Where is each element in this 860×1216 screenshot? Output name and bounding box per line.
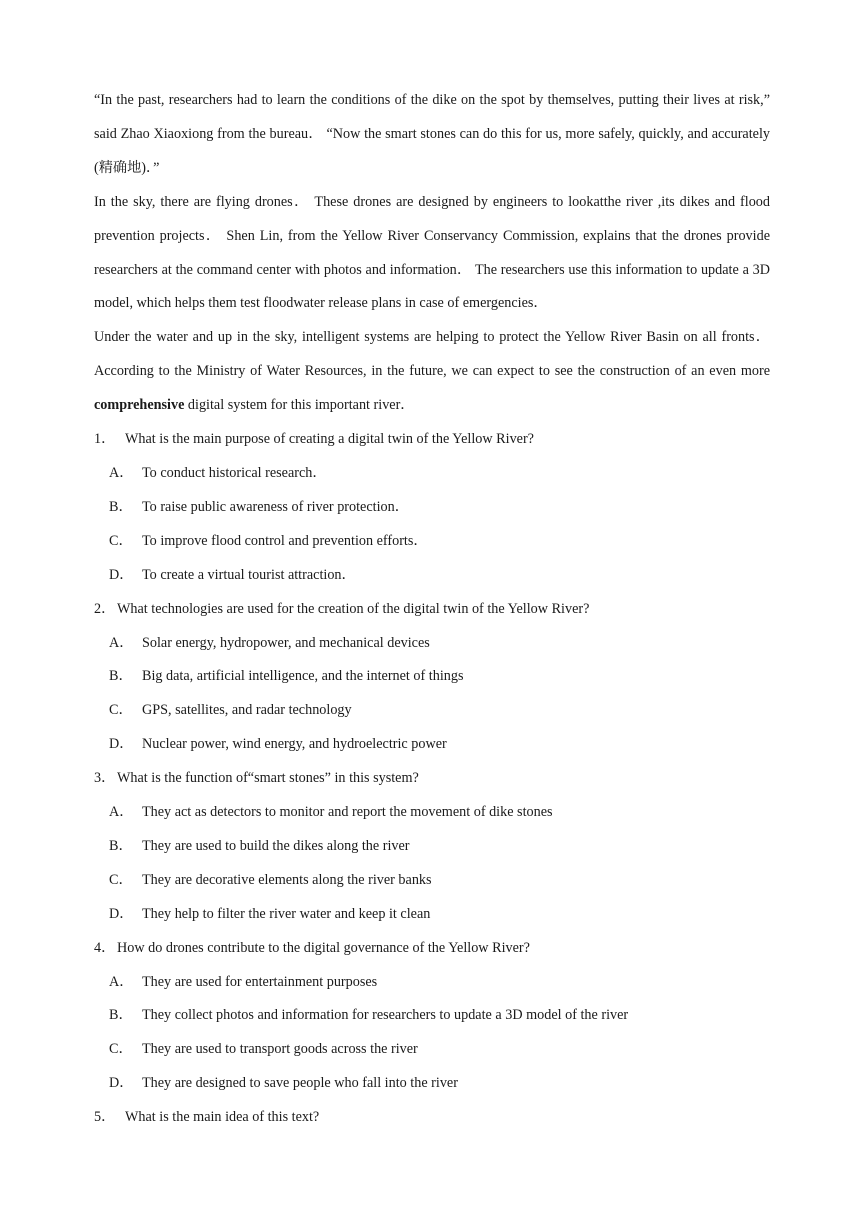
option-letter: C． <box>109 702 133 719</box>
option-letter: C． <box>109 871 133 888</box>
option-2a <box>94 627 770 661</box>
option-text: To improve flood control and prevention efforts． <box>142 532 428 549</box>
option-4d <box>94 1067 770 1101</box>
question-text: What is the function of“smart stones” in this system? <box>117 770 419 787</box>
question-text: How do drones contribute to the digital governance of the Yellow River? <box>117 939 530 956</box>
option-letter: C． <box>109 532 133 549</box>
option-text: GPS, satellites, and radar technology <box>142 702 352 719</box>
option-letter: A． <box>109 973 134 990</box>
option-letter: B． <box>109 668 133 685</box>
option-letter: D． <box>109 905 134 922</box>
paragraph-conclusion-text: Under the water and up in the sky, intelligent systems are helping to protect the Yellow River Basin on all fronts． According to the Ministry of Water Resources, in the future, we can expect to see the construction of an even more <box>94 329 770 380</box>
document-page <box>94 84 770 1135</box>
option-letter: D． <box>109 1075 134 1092</box>
paragraph-drones: In the sky, there are flying drones． These drones are designed by engineers to lookatthe river ,its dikes and flood prevention projects． Shen Lin, from the Yellow River Conservancy Commission, explains that the drones provide researchers at the command center with photos and information． The researchers use this information to update a 3D model, which helps them test floodwater release plans in case of emergencies． <box>94 193 770 312</box>
option-2c <box>94 694 770 728</box>
option-4c <box>94 1033 770 1067</box>
option-text: Nuclear power, wind energy, and hydroelectric power <box>142 736 447 753</box>
option-text: They are used to build the dikes along the river <box>142 837 410 854</box>
question-2 <box>94 593 770 627</box>
question-number: 1． <box>94 431 116 448</box>
option-text: To conduct historical research． <box>142 464 327 481</box>
option-letter: A． <box>109 464 134 481</box>
option-text: Big data, artificial intelligence, and the internet of things <box>142 668 464 685</box>
option-letter: B． <box>109 498 133 515</box>
option-text: They are decorative elements along the river banks <box>142 871 432 888</box>
question-text: What is the main idea of this text? <box>125 1109 320 1126</box>
option-text: To raise public awareness of river protection． <box>142 498 409 515</box>
question-number: 3． <box>94 770 116 787</box>
question-text: What is the main purpose of creating a digital twin of the Yellow River? <box>125 431 534 448</box>
option-text: They collect photos and information for researchers to update a 3D model of the river <box>142 1007 629 1024</box>
paragraph-conclusion-end: digital system for this important river． <box>184 397 415 414</box>
option-2d <box>94 728 770 762</box>
option-2b <box>94 660 770 694</box>
option-letter: D． <box>109 736 134 753</box>
option-1a <box>94 457 770 491</box>
option-letter: C． <box>109 1041 133 1058</box>
question-4 <box>94 932 770 966</box>
option-text: They are used to transport goods across the river <box>142 1041 418 1058</box>
option-text: They help to filter the river water and keep it clean <box>142 905 431 922</box>
option-text: Solar energy, hydropower, and mechanical devices <box>142 634 430 651</box>
option-1c <box>94 525 770 559</box>
option-letter: B． <box>109 837 133 854</box>
question-1 <box>94 423 770 457</box>
question-number: 2． <box>94 600 116 617</box>
option-3d <box>94 898 770 932</box>
question-number: 4． <box>94 939 116 956</box>
option-text: To create a virtual tourist attraction． <box>142 566 356 583</box>
option-3c <box>94 864 770 898</box>
option-1b <box>94 491 770 525</box>
option-text: They act as detectors to monitor and report the movement of dike stones <box>142 804 553 821</box>
option-4a <box>94 966 770 1000</box>
option-1d <box>94 559 770 593</box>
option-letter: A． <box>109 804 134 821</box>
keyword-comprehensive: comprehensive <box>94 397 185 414</box>
option-3b <box>94 830 770 864</box>
option-text: They are designed to save people who fall into the river <box>142 1075 458 1092</box>
paragraph-quote: “In the past, researchers had to learn the conditions of the dike on the spot by themselves, putting their lives at risk,” said Zhao Xiaoxiong from the bureau． “Now the smart stones can do this for us, more safely, quickly, and accurately (精确地)．” <box>94 92 770 176</box>
option-text: They are used for entertainment purposes <box>142 973 378 990</box>
option-3a <box>94 796 770 830</box>
question-5 <box>94 1101 770 1135</box>
paragraph-conclusion <box>94 321 770 423</box>
option-letter: D． <box>109 566 134 583</box>
question-3 <box>94 762 770 796</box>
option-letter: B． <box>109 1007 133 1024</box>
option-4b <box>94 999 770 1033</box>
option-letter: A． <box>109 634 134 651</box>
question-number: 5． <box>94 1109 116 1126</box>
question-text: What technologies are used for the creation of the digital twin of the Yellow River? <box>117 600 590 617</box>
